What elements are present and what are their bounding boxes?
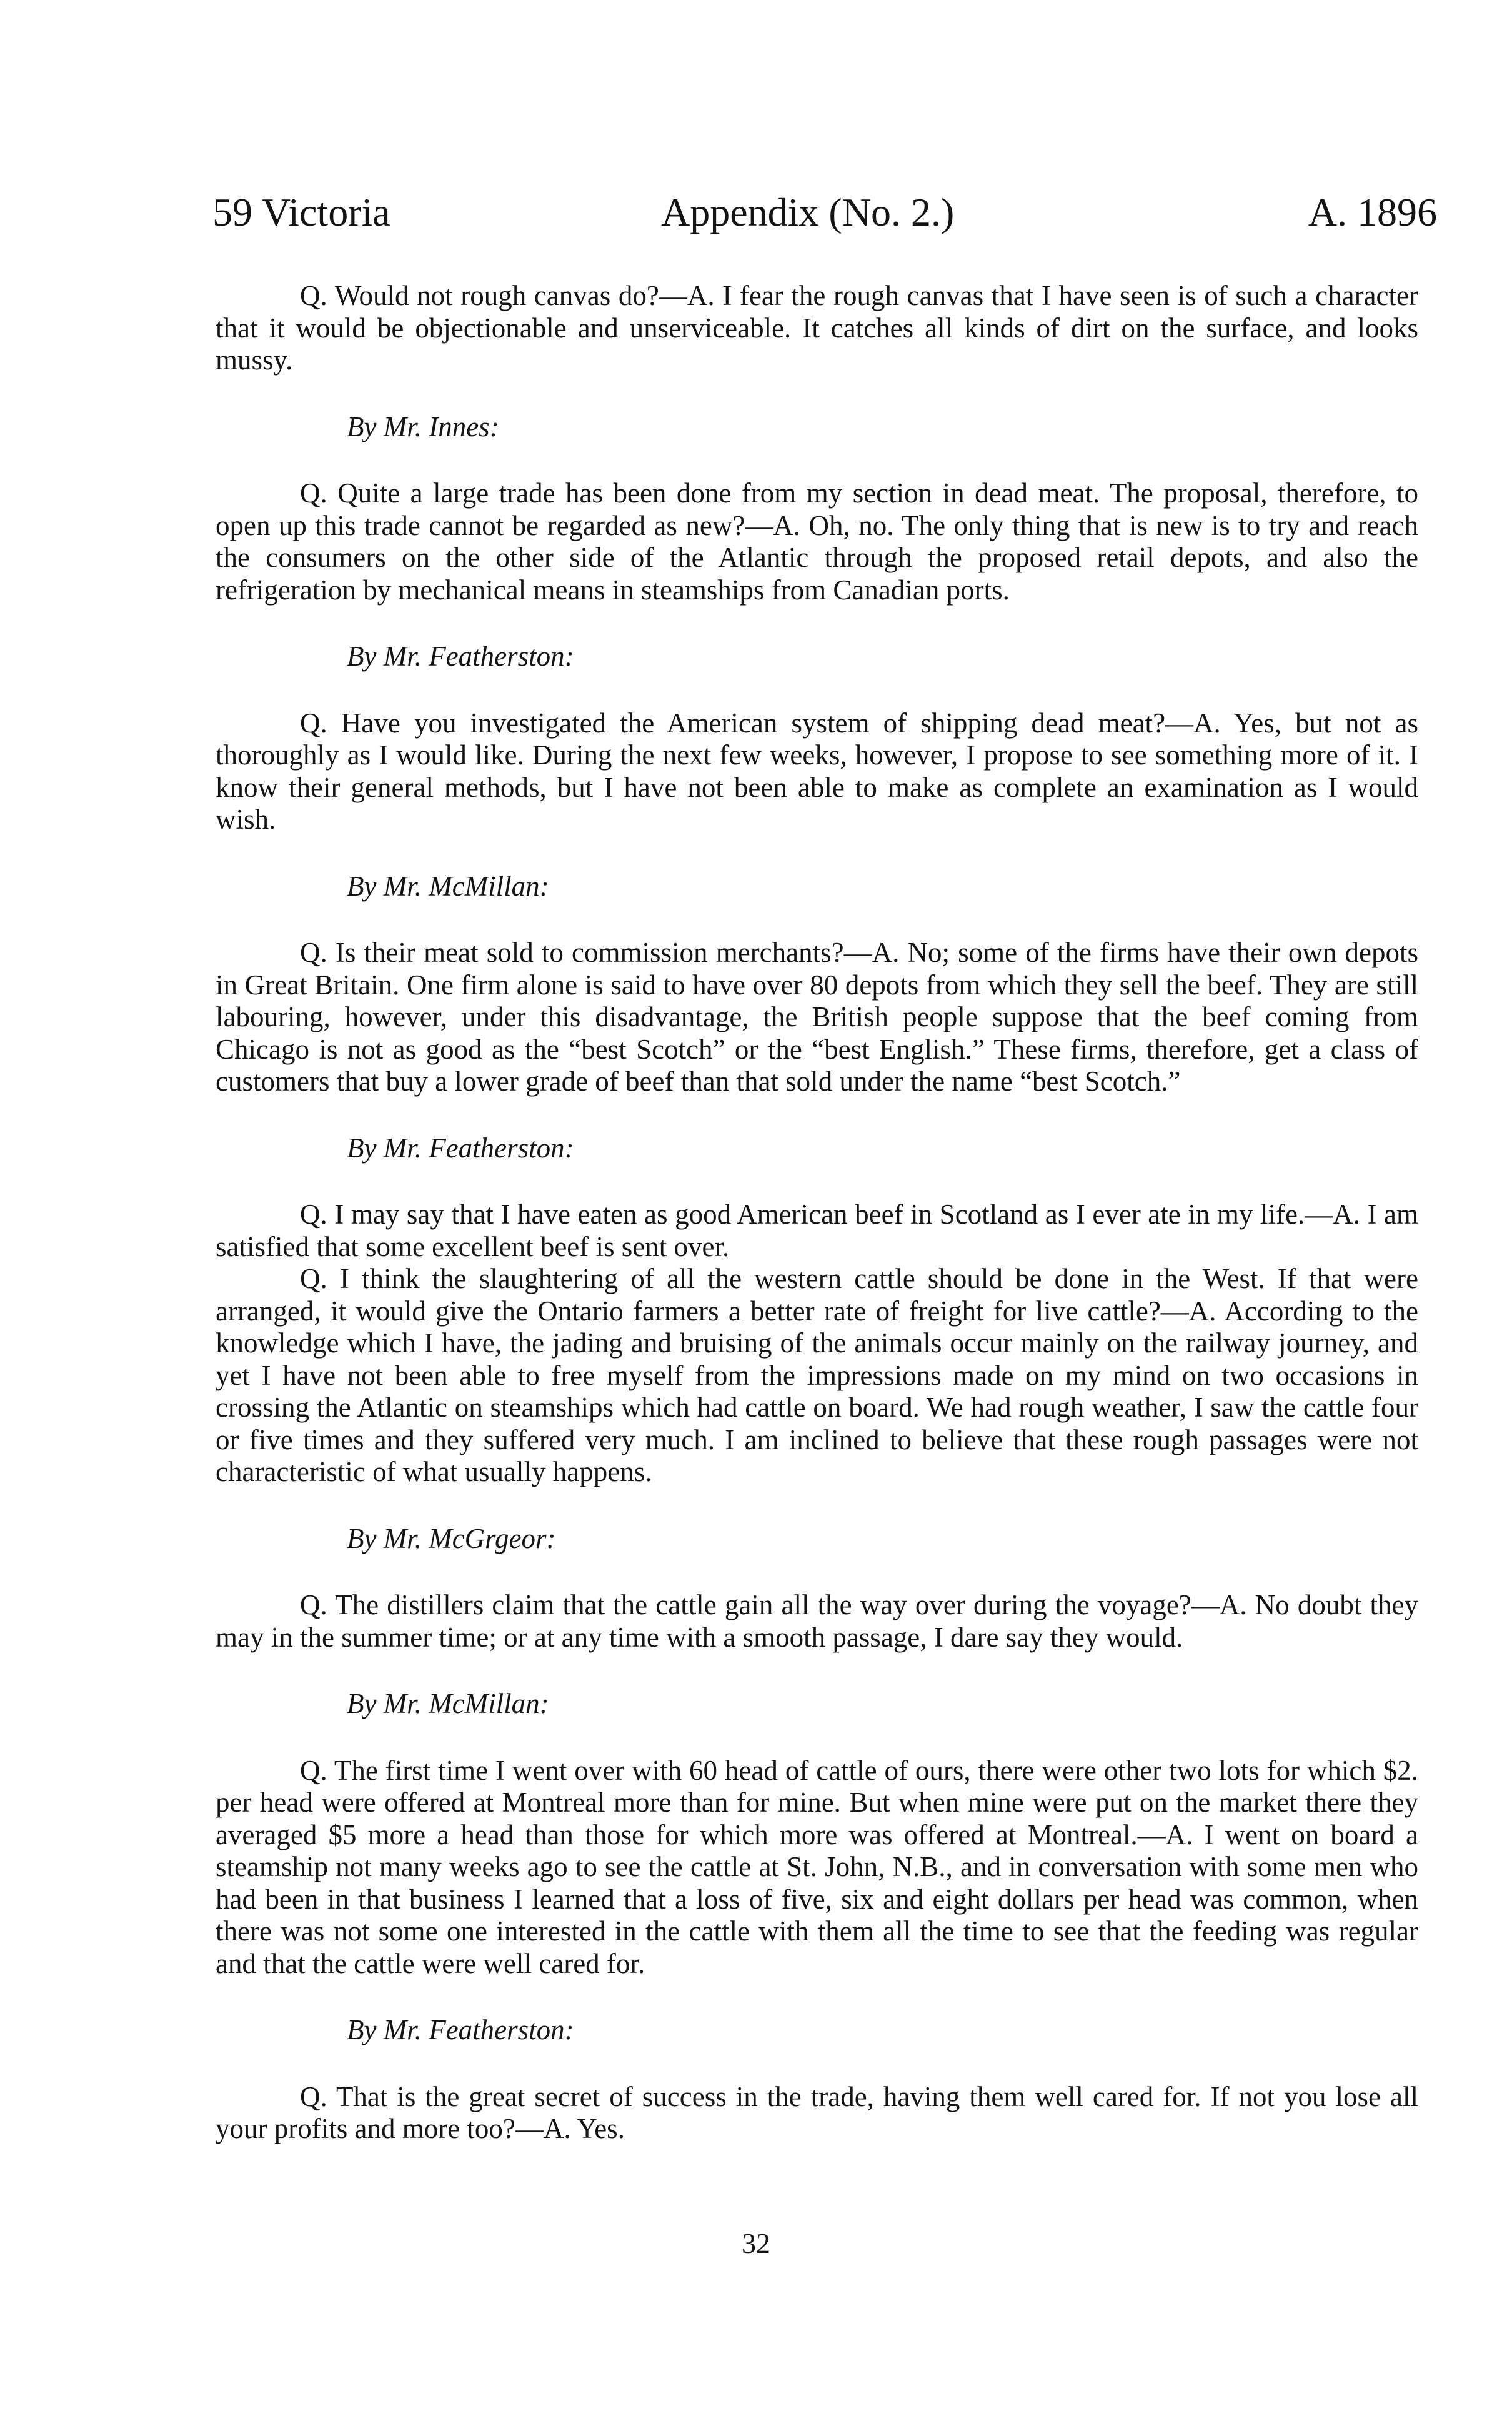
speaker-label: By Mr. Featherston: — [347, 1132, 574, 1164]
paragraph: Q. Have you investigated the American system of shipping dead meat?—A. Yes, but not as thoroughly as I would like. During the next few weeks, however, I propose to see something more of it. I know their general methods, but I have not been able to make as complete an examination as I would wish. — [216, 707, 1418, 835]
page-number: 32 — [742, 2227, 770, 2259]
paragraph: Q. I think the slaughtering of all the western cattle should be done in the West. If that were arranged, it would give the Ontario farmers a better rate of freight for live cattle?—A. According to the knowledge which I have, the jading and bruising of the animals occur mainly on the railway journey, and yet I have not been able to free myself from the impressions made on my mind on two occasions in crossing the Atlantic on steamships which had cattle on board. We had rough weather, I saw the cattle four or five times and they suffered very much. I am inclined to believe that these rough passages were not characteristic of what usually happens. — [216, 1263, 1418, 1487]
speaker-label: By Mr. McMillan: — [347, 870, 549, 902]
header-session: 59 Victoria — [212, 190, 390, 234]
speaker-label: By Mr. McGrgeor: — [347, 1522, 556, 1554]
header-year: A. 1896 — [1308, 190, 1437, 234]
paragraph: Q. The first time I went over with 60 head of cattle of ours, there were other two lots for which $2. per head were offered at Montreal more than for mine. But when mine were put on the market there they averaged $5 more a head than those for which more was offered at Montreal.—A. I went on board a steamship not many weeks ago to see the cattle at St. John, N.B., and in conversation with some men who had been in that business I learned that a loss of five, six and eight dollars per head was common, when there was not some one interested in the cattle with them all the time to see that the feeding was regular and that the cattle were well cared for. — [216, 1754, 1418, 1979]
speaker-label: By Mr. McMillan: — [347, 1688, 549, 1719]
paragraph: Q. Is their meat sold to commission merchants?—A. No; some of the firms have their own depots in Great Britain. One firm alone is said to have over 80 depots from which they sell the beef. They are still labouring, however, under this disadvantage, the British people suppose that the beef coming from Chicago is not as good as the “best Scotch” or the “best English.” These firms, therefore, get a class of customers that buy a lower grade of beef than that sold under the name “best Scotch.” — [216, 937, 1418, 1097]
running-header — [212, 184, 1437, 241]
speaker-label: By Mr. Featherston: — [347, 641, 574, 672]
speaker-label: By Mr. Innes: — [347, 411, 499, 442]
header-appendix: Appendix (No. 2.) — [661, 190, 955, 234]
testimony-body — [216, 280, 1418, 2180]
paragraph: Q. The distillers claim that the cattle gain all the way over during the voyage?—A. No doubt they may in the summer time; or at any time with a smooth passage, I dare say they would. — [216, 1589, 1418, 1653]
paragraph: Q. Would not rough canvas do?—A. I fear the rough canvas that I have seen is of such a character that it would be objectionable and unserviceable. It catches all kinds of dirt on the surface, and looks mussy. — [216, 280, 1418, 376]
speaker-label: By Mr. Featherston: — [347, 2014, 574, 2045]
paragraph: Q. Quite a large trade has been done from my section in dead meat. The proposal, therefore, to open up this trade cannot be regarded as new?—A. Oh, no. The only thing that is new is to try and reach the consumers on the other side of the Atlantic through the proposed retail depots, and also the refrigeration by mechanical means in steamships from Canadian ports. — [216, 477, 1418, 606]
paragraph: Q. I may say that I have eaten as good American beef in Scotland as I ever ate in my life.—A. I am satisfied that some excellent beef is sent over. — [216, 1199, 1418, 1262]
paragraph: Q. That is the great secret of success in the trade, having them well cared for. If not you lose all your profits and more too?—A. Yes. — [216, 2080, 1418, 2144]
